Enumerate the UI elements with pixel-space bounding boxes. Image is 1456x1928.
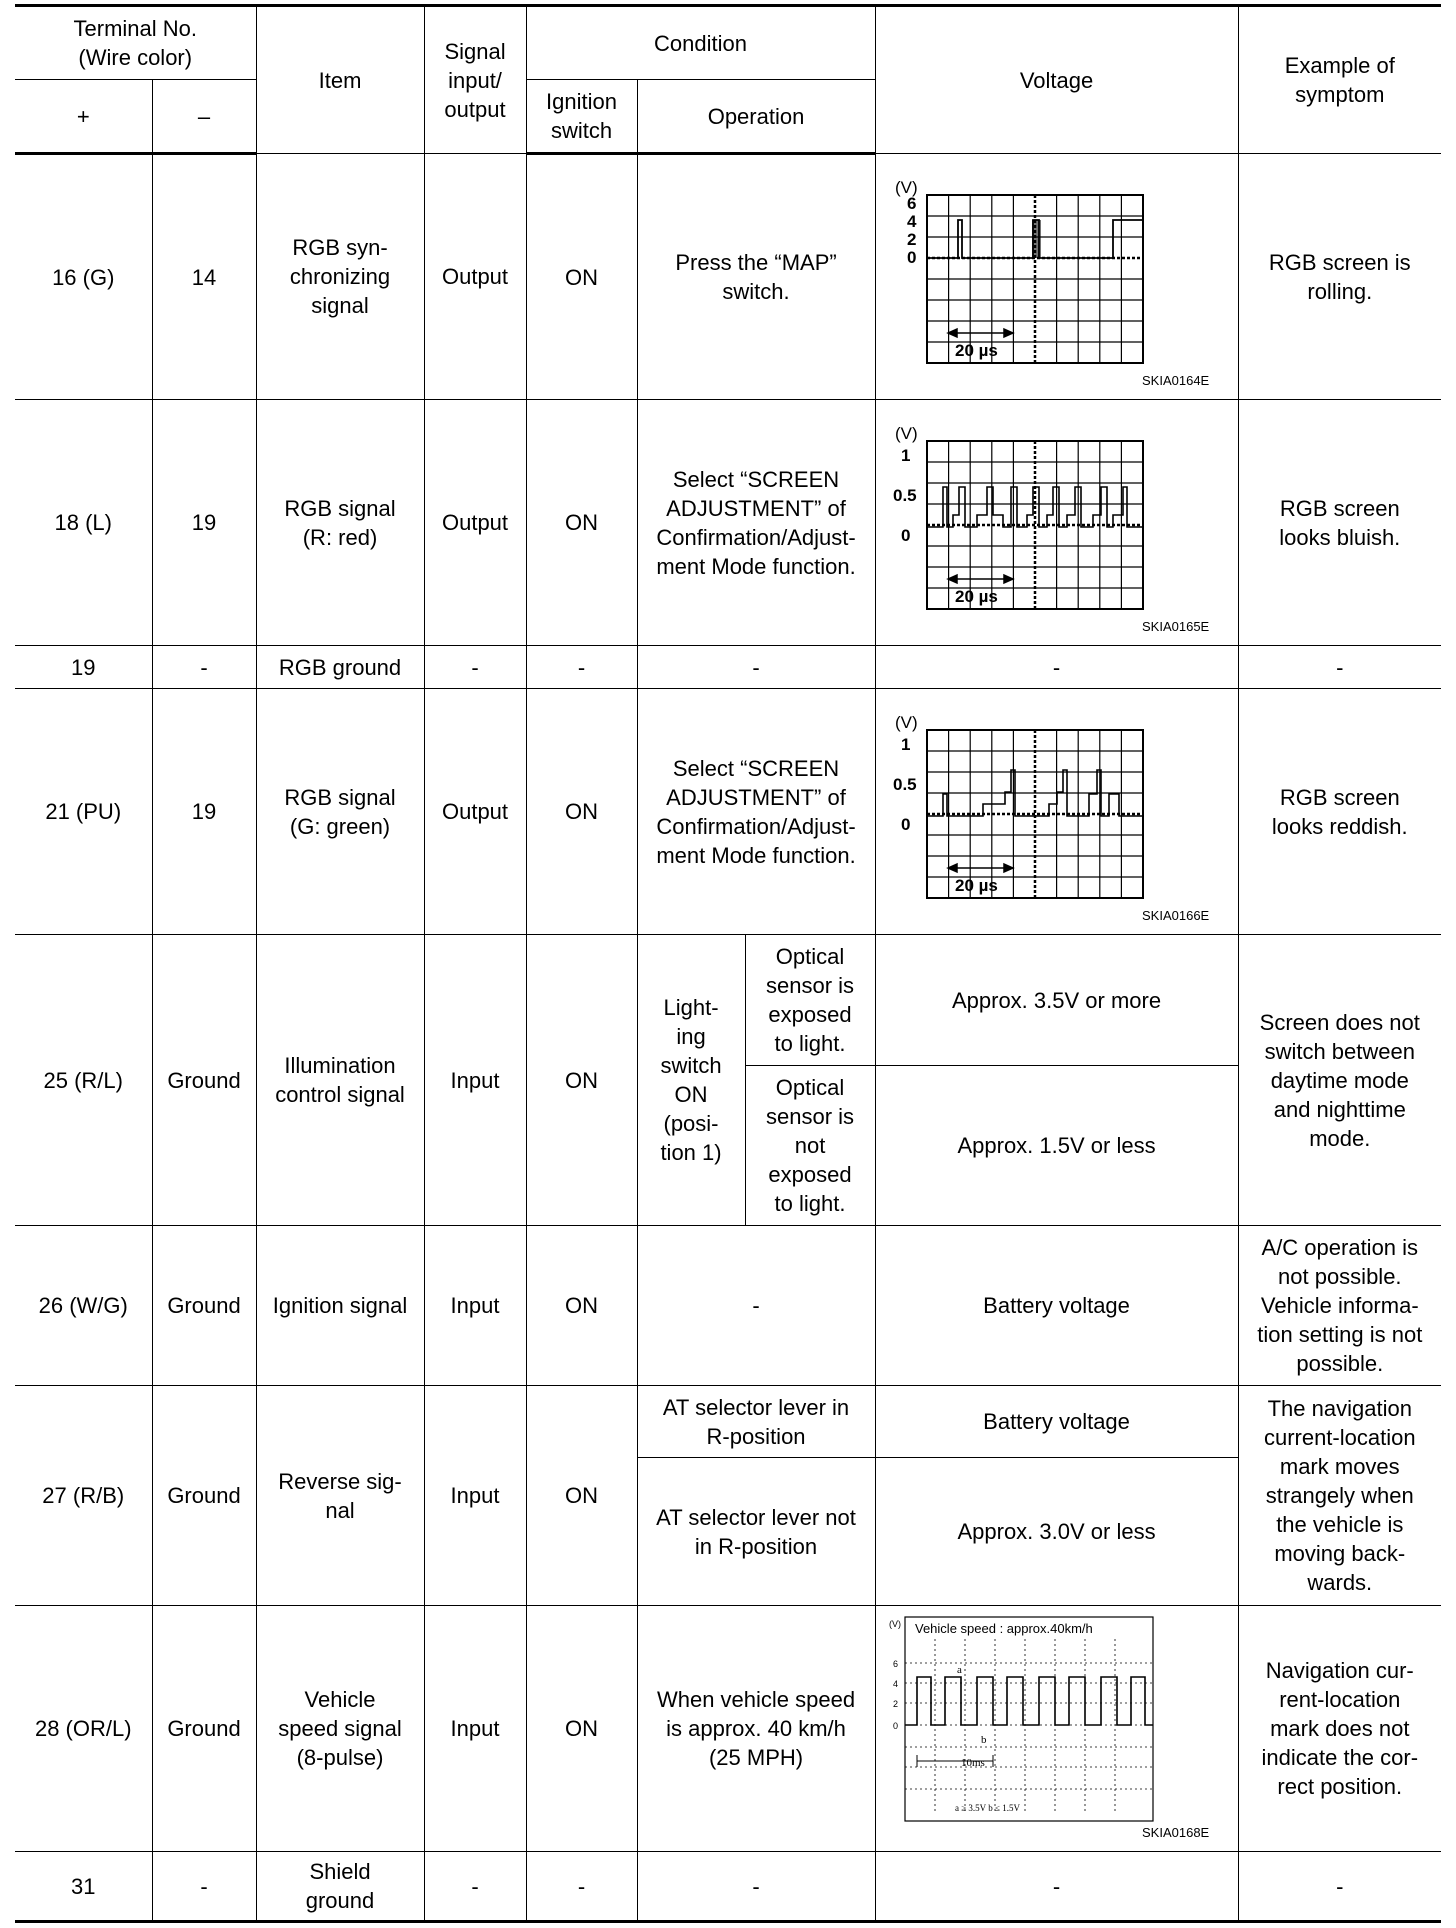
header-symptom: Example of symptom xyxy=(1238,6,1441,154)
operation-cell: AT selector lever in R-position xyxy=(637,1386,875,1458)
table-row xyxy=(15,1386,1441,1458)
terminal-minus: Ground xyxy=(152,1386,256,1606)
symptom-cell: Navigation cur- rent-location mark does not indicate the cor- rect position. xyxy=(1238,1606,1441,1852)
terminal-minus: Ground xyxy=(152,1606,256,1852)
figure-code: SKIA0166E xyxy=(1141,907,1209,923)
operation-cell: Optical sensor is exposed to light. xyxy=(745,935,875,1066)
time-scale-label: 20 µs xyxy=(954,586,998,606)
y-tick-label: 1 xyxy=(900,734,910,754)
header-voltage: Voltage xyxy=(875,6,1238,154)
terminal-minus: - xyxy=(152,646,256,689)
operation-cell: Select “SCREEN ADJUSTMENT” of Confirmation/Adjust- ment Mode function. xyxy=(637,689,875,935)
terminal-plus: 18 (L) xyxy=(15,400,152,646)
voltage-cell: Approx. 1.5V or less xyxy=(875,1066,1238,1226)
header-item: Item xyxy=(256,6,424,154)
waveform-16 xyxy=(887,163,1227,391)
y-tick-label: 4 xyxy=(906,211,916,231)
io-cell: Output xyxy=(424,154,526,400)
symptom-cell: The navigation current-location mark moves strangely when the vehicle is moving back- wards. xyxy=(1238,1386,1441,1606)
io-cell: - xyxy=(424,1852,526,1922)
waveform-28 xyxy=(887,1615,1227,1843)
terminal-plus: 26 (W/G) xyxy=(15,1226,152,1386)
header-plus: + xyxy=(15,80,152,154)
terminal-minus: 14 xyxy=(152,154,256,400)
waveform-21 xyxy=(887,698,1227,926)
table-row xyxy=(15,646,1441,689)
terminal-minus: - xyxy=(152,1852,256,1922)
y-tick-label: 6 xyxy=(906,193,916,213)
voltage-cell: Approx. 3.0V or less xyxy=(875,1458,1238,1606)
voltage-cell: - xyxy=(875,646,1238,689)
y-unit-label: (V) xyxy=(894,177,918,197)
ignition-cell: ON xyxy=(526,400,637,646)
time-scale-label: 20 µs xyxy=(954,340,998,360)
y-tick-label: 0 xyxy=(906,247,916,267)
lighting-switch-cell: Light- ing switch ON (posi- tion 1) xyxy=(637,935,745,1226)
item-cell: RGB signal (R: red) xyxy=(256,400,424,646)
voltage-waveform xyxy=(875,400,1238,646)
table-row xyxy=(15,1606,1441,1852)
operation-cell: AT selector lever not in R-position xyxy=(637,1458,875,1606)
ignition-cell: ON xyxy=(526,1226,637,1386)
voltage-waveform xyxy=(875,154,1238,400)
symptom-cell: RGB screen is rolling. xyxy=(1238,154,1441,400)
y-tick-label: 6 xyxy=(892,1658,898,1669)
ignition-cell: ON xyxy=(526,154,637,400)
y-tick-label: 0.5 xyxy=(892,774,917,794)
item-cell: Reverse sig- nal xyxy=(256,1386,424,1606)
terminal-minus: 19 xyxy=(152,400,256,646)
io-cell: - xyxy=(424,646,526,689)
y-tick-label: 0 xyxy=(900,814,910,834)
operation-cell: - xyxy=(637,646,875,689)
ignition-cell: ON xyxy=(526,689,637,935)
figure-code: SKIA0168E xyxy=(1141,1824,1209,1840)
figure-code: SKIA0165E xyxy=(1141,618,1209,634)
terminal-minus: Ground xyxy=(152,935,256,1226)
table-row xyxy=(15,689,1441,935)
operation-cell: - xyxy=(637,1226,875,1386)
y-tick-label: 4 xyxy=(892,1678,898,1689)
voltage-waveform xyxy=(875,689,1238,935)
operation-cell: - xyxy=(637,1852,875,1922)
terminal-minus: Ground xyxy=(152,1226,256,1386)
terminal-table xyxy=(15,4,1441,1923)
pulse-note: a ≥ 3.5V b ≤ 1.5V xyxy=(954,1802,1020,1813)
y-tick-label: 0.5 xyxy=(892,485,917,505)
symptom-cell: RGB screen looks reddish. xyxy=(1238,689,1441,935)
time-scale-label: 10ms xyxy=(960,1756,985,1769)
symptom-cell: Screen does not switch between daytime mode and nighttime mode. xyxy=(1238,935,1441,1226)
y-tick-label: 0 xyxy=(892,1720,898,1731)
terminal-plus: 27 (R/B) xyxy=(15,1386,152,1606)
operation-cell: Optical sensor is not exposed to light. xyxy=(745,1066,875,1226)
item-cell: Illumination control signal xyxy=(256,935,424,1226)
terminal-plus: 21 (PU) xyxy=(15,689,152,935)
pulse-label-a: a xyxy=(956,1663,962,1676)
terminal-plus: 16 (G) xyxy=(15,154,152,400)
io-cell: Input xyxy=(424,1606,526,1852)
y-unit-label: (V) xyxy=(888,1618,901,1629)
voltage-cell: Approx. 3.5V or more xyxy=(875,935,1238,1066)
operation-cell: Press the “MAP” switch. xyxy=(637,154,875,400)
figure-code: SKIA0164E xyxy=(1141,372,1209,388)
terminal-plus: 31 xyxy=(15,1852,152,1922)
operation-cell: When vehicle speed is approx. 40 km/h (25 MPH) xyxy=(637,1606,875,1852)
item-cell: Ignition signal xyxy=(256,1226,424,1386)
operation-cell: Select “SCREEN ADJUSTMENT” of Confirmation/Adjust- ment Mode function. xyxy=(637,400,875,646)
io-cell: Output xyxy=(424,400,526,646)
waveform-title: Vehicle speed : approx.40km/h xyxy=(914,1620,1093,1636)
terminal-plus: 28 (OR/L) xyxy=(15,1606,152,1852)
header-minus: – xyxy=(152,80,256,154)
symptom-cell: RGB screen looks bluish. xyxy=(1238,400,1441,646)
voltage-cell: Battery voltage xyxy=(875,1386,1238,1458)
ignition-cell: ON xyxy=(526,1606,637,1852)
ignition-cell: - xyxy=(526,646,637,689)
waveform-18 xyxy=(887,409,1227,637)
io-cell: Output xyxy=(424,689,526,935)
ignition-cell: ON xyxy=(526,1386,637,1606)
terminal-plus: 19 xyxy=(15,646,152,689)
y-unit-label: (V) xyxy=(894,712,918,732)
header-terminal: Terminal No. (Wire color) xyxy=(15,6,256,80)
header-signal: Signal input/ output xyxy=(424,6,526,154)
item-cell: RGB ground xyxy=(256,646,424,689)
header-ignition: Ignition switch xyxy=(526,80,637,154)
voltage-waveform xyxy=(875,1606,1238,1852)
table-row xyxy=(15,1226,1441,1386)
header-operation: Operation xyxy=(637,80,875,154)
ignition-cell: ON xyxy=(526,935,637,1226)
voltage-cell: Battery voltage xyxy=(875,1226,1238,1386)
time-scale-label: 20 µs xyxy=(954,875,998,895)
y-tick-label: 1 xyxy=(900,445,910,465)
voltage-cell: - xyxy=(875,1852,1238,1922)
table-row xyxy=(15,935,1441,1066)
io-cell: Input xyxy=(424,935,526,1226)
terminal-plus: 25 (R/L) xyxy=(15,935,152,1226)
table-row xyxy=(15,154,1441,400)
symptom-cell: A/C operation is not possible. Vehicle informa- tion setting is not possible. xyxy=(1238,1226,1441,1386)
io-cell: Input xyxy=(424,1386,526,1606)
ignition-cell: - xyxy=(526,1852,637,1922)
symptom-cell: - xyxy=(1238,646,1441,689)
symptom-cell: - xyxy=(1238,1852,1441,1922)
pulse-label-b: b xyxy=(980,1733,987,1746)
header-condition: Condition xyxy=(526,6,875,80)
table-row xyxy=(15,400,1441,646)
item-cell: RGB syn- chronizing signal xyxy=(256,154,424,400)
y-tick-label: 2 xyxy=(906,229,916,249)
io-cell: Input xyxy=(424,1226,526,1386)
table-row xyxy=(15,1852,1441,1922)
y-tick-label: 0 xyxy=(900,525,910,545)
y-tick-label: 2 xyxy=(892,1698,898,1709)
terminal-minus: 19 xyxy=(152,689,256,935)
item-cell: RGB signal (G: green) xyxy=(256,689,424,935)
item-cell: Shield ground xyxy=(256,1852,424,1922)
item-cell: Vehicle speed signal (8-pulse) xyxy=(256,1606,424,1852)
y-unit-label: (V) xyxy=(894,423,918,443)
